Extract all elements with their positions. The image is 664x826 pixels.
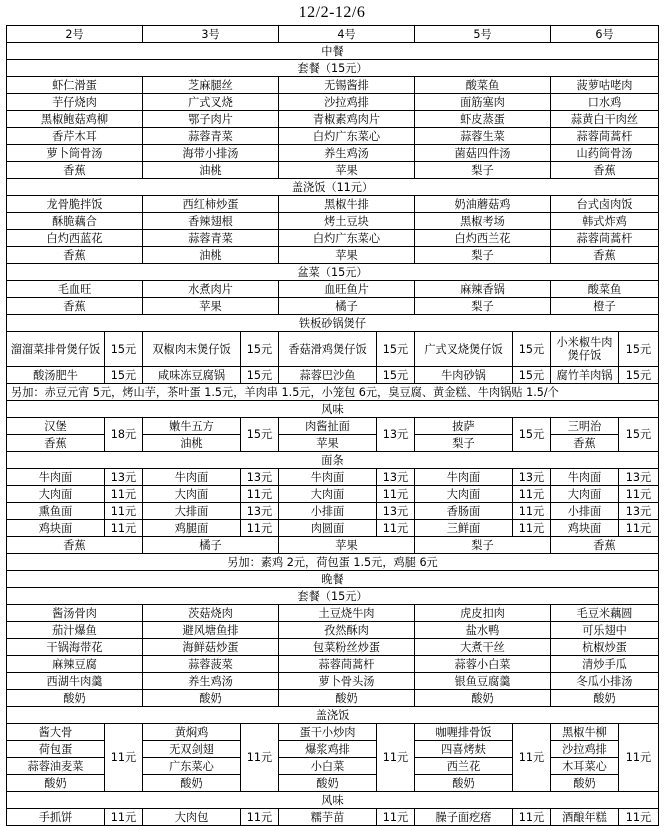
dish-cell: 蒜蓉生菜: [415, 128, 551, 145]
dish-cell: 蒜蓉青菜: [143, 230, 279, 247]
dish-cell: 苹果: [279, 247, 415, 264]
dish-cell: 烤土豆块: [279, 213, 415, 230]
table-row: [7, 332, 659, 367]
price-cell: 11元: [377, 520, 415, 537]
dish-cell: 小白菜: [279, 758, 377, 775]
price-cell: 15元: [619, 367, 659, 384]
price-cell: 11元: [105, 724, 143, 792]
dish-cell: 爆浆鸡排: [279, 741, 377, 758]
dish-cell: 奶油蘑菇鸡: [415, 196, 551, 213]
fruit-cell: 香蕉: [7, 435, 105, 452]
table-row: [7, 77, 659, 94]
dish-cell: 油桃: [143, 162, 279, 179]
dish-cell: 酸奶: [551, 775, 619, 792]
dish-cell: 梨子: [415, 298, 551, 315]
table-row: [7, 196, 659, 213]
dish-cell: 广式叉烧煲仔饭: [415, 332, 513, 367]
dish-cell: 酸奶: [143, 690, 279, 707]
price-cell: 11元: [241, 520, 279, 537]
dish-cell: 酸奶: [415, 775, 513, 792]
dish-cell: 苹果: [143, 298, 279, 315]
subsection-flavor: 风味: [7, 401, 659, 418]
table-row: [7, 452, 659, 469]
table-row: [7, 162, 659, 179]
dish-cell: 香蕉: [7, 247, 143, 264]
dish-cell: 黑椒牛柳: [551, 724, 619, 741]
table-row: [7, 469, 659, 486]
price-cell: 13元: [619, 503, 659, 520]
dish-cell: 四喜烤麸: [415, 741, 513, 758]
day-header: 5号: [415, 26, 551, 43]
dish-cell: 香蕉: [551, 162, 659, 179]
dish-cell: 干锅海带花: [7, 639, 143, 656]
dish-cell: 青椒素鸡肉片: [279, 111, 415, 128]
price-cell: 11元: [241, 809, 279, 826]
day-header: 4号: [279, 26, 415, 43]
dish-cell: 黄焖鸡: [143, 724, 241, 741]
dish-cell: 大肉面: [143, 486, 241, 503]
dish-cell: 大煮干丝: [415, 639, 551, 656]
dish-cell: 西红柿炒蛋: [143, 196, 279, 213]
table-row: [7, 486, 659, 503]
dish-cell: 橘子: [279, 298, 415, 315]
dish-cell: 双椒肉末煲仔饭: [143, 332, 241, 367]
price-cell: 13元: [377, 469, 415, 486]
dish-cell: 小排面: [551, 503, 619, 520]
table-row: [7, 384, 659, 401]
dish-cell: 大肉面: [7, 486, 105, 503]
dish-cell: 肉酱扯面: [279, 418, 377, 435]
dish-cell: 木耳菜心: [551, 758, 619, 775]
dish-cell: 鸡腿面: [143, 520, 241, 537]
dish-cell: 鄂子肉片: [143, 111, 279, 128]
dish-cell: 芋仔烧肉: [7, 94, 143, 111]
dish-cell: 香蕉: [7, 298, 143, 315]
dish-cell: 白灼西蓝花: [7, 230, 143, 247]
dish-cell: 香芹木耳: [7, 128, 143, 145]
table-row: [7, 741, 659, 758]
price-cell: 11元: [619, 486, 659, 503]
price-cell: 18元: [105, 418, 143, 452]
dish-cell: 大肉面: [415, 486, 513, 503]
dish-cell: 无双剑翅: [143, 741, 241, 758]
dish-cell: 萝卜骨头汤: [279, 673, 415, 690]
price-cell: 11元: [241, 486, 279, 503]
subsection-iron-pot: 铁板砂锅煲仔: [7, 315, 659, 332]
price-cell: 13元: [105, 469, 143, 486]
price-cell: 11元: [513, 486, 551, 503]
dish-cell: 蒜蓉小白菜: [415, 656, 551, 673]
dish-cell: 鸡块面: [551, 520, 619, 537]
dish-cell: 蒜蓉茼蒿杆: [551, 128, 659, 145]
dish-cell: 黑椒鲍菇鸡柳: [7, 111, 143, 128]
subsection-set-meal: 套餐（15元）: [7, 588, 659, 605]
table-row: [7, 792, 659, 809]
dish-cell: 香蕉: [551, 247, 659, 264]
dish-cell: 糯芋苗: [279, 809, 377, 826]
page-title: 12/2-12/6: [298, 4, 366, 21]
dish-cell: 广式叉烧: [143, 94, 279, 111]
dish-cell: 可乐翅中: [551, 622, 659, 639]
price-cell: 11元: [241, 724, 279, 792]
dish-cell: 牛肉面: [415, 469, 513, 486]
price-cell: 13元: [241, 469, 279, 486]
price-cell: 15元: [513, 332, 551, 367]
price-cell: 15元: [619, 418, 659, 452]
dish-cell: 大肉包: [143, 809, 241, 826]
dish-cell: 毛血旺: [7, 281, 143, 298]
dish-cell: 麻辣豆腐: [7, 656, 143, 673]
dish-cell: 油桃: [143, 247, 279, 264]
dish-cell: 毛豆米藕圆: [551, 605, 659, 622]
dish-cell: 虾皮蒸蛋: [415, 111, 551, 128]
dish-cell: 西兰花: [415, 758, 513, 775]
price-cell: 15元: [241, 418, 279, 452]
dish-cell: 荷包蛋: [7, 741, 105, 758]
price-cell: 15元: [105, 367, 143, 384]
dish-cell: 沙拉鸡排: [279, 94, 415, 111]
table-row: [7, 128, 659, 145]
dish-cell: 香肠面: [415, 503, 513, 520]
dish-cell: 酸奶: [279, 690, 415, 707]
price-cell: 15元: [619, 332, 659, 367]
table-row: [7, 264, 659, 281]
table-row: [7, 60, 659, 77]
dish-cell: 酸奶: [551, 690, 659, 707]
dish-cell: 牛肉面: [143, 469, 241, 486]
table-row: [7, 588, 659, 605]
fruit-cell: 橘子: [143, 537, 279, 554]
price-cell: 15元: [377, 332, 415, 367]
dish-cell: 汉堡: [7, 418, 105, 435]
dish-cell: 芝麻腿丝: [143, 77, 279, 94]
dish-cell: 溜溜菜排骨煲仔饭: [7, 332, 105, 367]
dish-cell: 小排面: [279, 503, 377, 520]
dish-cell: 蛋干小炒肉: [279, 724, 377, 741]
table-row: [7, 809, 659, 826]
price-cell: 11元: [513, 503, 551, 520]
dish-cell: 白灼西兰花: [415, 230, 551, 247]
dish-cell: 小米椒牛肉煲仔饭: [551, 332, 619, 367]
dish-cell: 蒜蓉青菜: [143, 128, 279, 145]
dish-cell: 龙骨脆拌饭: [7, 196, 143, 213]
dish-cell: 橙子: [551, 298, 659, 315]
section-dinner: 晚餐: [7, 571, 659, 588]
dish-cell: 养生鸡汤: [279, 145, 415, 162]
price-cell: 11元: [105, 503, 143, 520]
dish-cell: 白灼广东菜心: [279, 230, 415, 247]
table-row: [7, 213, 659, 230]
table-row: [7, 145, 659, 162]
price-cell: 13元: [513, 469, 551, 486]
dish-cell: 避风塘鱼排: [143, 622, 279, 639]
dish-cell: 大排面: [143, 503, 241, 520]
dish-cell: 水煮肉片: [143, 281, 279, 298]
dish-cell: 菠萝咕咾肉: [551, 77, 659, 94]
table-row: [7, 43, 659, 60]
price-cell: 11元: [619, 724, 659, 792]
fruit-cell: 梨子: [415, 537, 551, 554]
table-row: [7, 111, 659, 128]
table-row: [7, 758, 659, 775]
dish-cell: 鸡块面: [7, 520, 105, 537]
subsection-set-meal: 套餐（15元）: [7, 60, 659, 77]
dish-cell: 牛肉面: [7, 469, 105, 486]
dish-cell: 盐水鸭: [415, 622, 551, 639]
price-cell: 11元: [513, 520, 551, 537]
price-cell: 13元: [619, 469, 659, 486]
dish-cell: 酱大骨: [7, 724, 105, 741]
dish-cell: 大肉面: [279, 486, 377, 503]
dish-cell: 面筋塞肉: [415, 94, 551, 111]
dish-cell: 香辣翅根: [143, 213, 279, 230]
price-cell: 11元: [377, 809, 415, 826]
dish-cell: 台式卤肉饭: [551, 196, 659, 213]
fruit-cell: 香蕉: [551, 537, 659, 554]
table-row: [7, 298, 659, 315]
dish-cell: 虎皮扣肉: [415, 605, 551, 622]
dish-cell: 海鲜菇炒蛋: [143, 639, 279, 656]
fruit-cell: 苹果: [279, 435, 377, 452]
dish-cell: 蒜蓉油麦菜: [7, 758, 105, 775]
dish-cell: 沙拉鸡排: [551, 741, 619, 758]
dish-cell: 臊子面疙瘩: [415, 809, 513, 826]
table-row: [7, 554, 659, 571]
dish-cell: 三明治: [551, 418, 619, 435]
dish-cell: 蒜黄白干肉丝: [551, 111, 659, 128]
day-header: 6号: [551, 26, 659, 43]
dish-cell: 肉圆面: [279, 520, 377, 537]
dish-cell: 虾仁滑蛋: [7, 77, 143, 94]
dish-cell: 梨子: [415, 162, 551, 179]
dish-cell: 大肉面: [551, 486, 619, 503]
price-cell: 13元: [377, 418, 415, 452]
subsection-rice-bowl: 盖浇饭: [7, 707, 659, 724]
dish-cell: 黑椒牛排: [279, 196, 415, 213]
table-row: [7, 673, 659, 690]
dish-cell: 西湖牛肉羹: [7, 673, 143, 690]
price-cell: 11元: [619, 809, 659, 826]
dish-cell: 茨菇烧肉: [143, 605, 279, 622]
dish-cell: 三鲜面: [415, 520, 513, 537]
dish-cell: 酸奶: [143, 775, 241, 792]
price-cell: 15元: [377, 367, 415, 384]
dish-cell: 包菜粉丝炒蛋: [279, 639, 415, 656]
dish-cell: 酥脆藕合: [7, 213, 143, 230]
table-row: [7, 690, 659, 707]
dish-cell: 蒜蓉菠菜: [143, 656, 279, 673]
section-lunch: 中餐: [7, 43, 659, 60]
dish-cell: 山药筒骨汤: [551, 145, 659, 162]
price-cell: 15元: [513, 367, 551, 384]
fruit-cell: 香蕉: [551, 435, 619, 452]
dish-cell: 酸奶: [415, 690, 551, 707]
dish-cell: 麻辣香锅: [415, 281, 551, 298]
dish-cell: 酸汤肥牛: [7, 367, 105, 384]
table-row: [7, 775, 659, 792]
dish-cell: 香蕉: [7, 162, 143, 179]
dish-cell: 酸菜鱼: [551, 281, 659, 298]
price-cell: 15元: [105, 332, 143, 367]
price-cell: 11元: [513, 724, 551, 792]
table-row: [7, 179, 659, 196]
fruit-cell: 油桃: [143, 435, 241, 452]
subsection-flavor: 风味: [7, 792, 659, 809]
table-row: [7, 520, 659, 537]
table-row: [7, 605, 659, 622]
table-row: [7, 247, 659, 264]
dish-cell: 酒酿年糕: [551, 809, 619, 826]
table-row: [7, 656, 659, 673]
dish-cell: 韩式炸鸡: [551, 213, 659, 230]
table-row: [7, 26, 659, 43]
price-cell: 11元: [513, 809, 551, 826]
dish-cell: 冬瓜小排汤: [551, 673, 659, 690]
dish-cell: 口水鸡: [551, 94, 659, 111]
dish-cell: 咖喱排骨饭: [415, 724, 513, 741]
fruit-cell: 梨子: [415, 435, 513, 452]
dish-cell: 酸奶: [7, 690, 143, 707]
dish-cell: 茄汁爆鱼: [7, 622, 143, 639]
table-row: [7, 724, 659, 741]
table-row: [7, 401, 659, 418]
subsection-noodles: 面条: [7, 452, 659, 469]
table-row: [7, 315, 659, 332]
dish-cell: 海带小排汤: [143, 145, 279, 162]
dish-cell: 广东菜心: [143, 758, 241, 775]
dish-cell: 腐竹羊肉锅: [551, 367, 619, 384]
dish-cell: 手抓饼: [7, 809, 105, 826]
dish-cell: 嫩牛五方: [143, 418, 241, 435]
dish-cell: 血旺鱼片: [279, 281, 415, 298]
dish-cell: 蒜蓉茼蒿杆: [551, 230, 659, 247]
table-row: [7, 281, 659, 298]
table-row: [7, 639, 659, 656]
dish-cell: 咸味冻豆腐锅: [143, 367, 241, 384]
dish-cell: 土豆烧牛肉: [279, 605, 415, 622]
dish-cell: 蒜蓉巴沙鱼: [279, 367, 377, 384]
dish-cell: 酸奶: [279, 775, 377, 792]
price-cell: 13元: [241, 503, 279, 520]
fruit-cell: 苹果: [279, 537, 415, 554]
dish-cell: 牛肉面: [279, 469, 377, 486]
table-row: [7, 94, 659, 111]
price-cell: 15元: [241, 367, 279, 384]
table-row: [7, 537, 659, 554]
price-cell: 11元: [619, 520, 659, 537]
dish-cell: 菌菇四件汤: [415, 145, 551, 162]
dish-cell: 酸奶: [7, 775, 105, 792]
table-row: [7, 435, 659, 452]
table-row: [7, 367, 659, 384]
dish-cell: 蒜蓉茼蒿杆: [279, 656, 415, 673]
dish-cell: 银鱼豆腐羹: [415, 673, 551, 690]
dish-cell: 牛肉面: [551, 469, 619, 486]
dish-cell: 杭椒炒蛋: [551, 639, 659, 656]
dish-cell: 苹果: [279, 162, 415, 179]
dish-cell: 酸菜鱼: [415, 77, 551, 94]
price-cell: 15元: [513, 418, 551, 452]
dish-cell: 清炒手瓜: [551, 656, 659, 673]
menu-table: [6, 25, 658, 826]
dish-cell: 披萨: [415, 418, 513, 435]
table-row: [7, 707, 659, 724]
extra-note: 另加：赤豆元宵 5元，烤山芋，茶叶蛋 1.5元，羊肉串 1.5元，小笼包 6元，臭豆腐、黄金糕、牛肉锅贴 1.5/个: [7, 384, 659, 401]
table-row: [7, 503, 659, 520]
subsection-rice-bowl: 盖浇饭（11元）: [7, 179, 659, 196]
dish-cell: 梨子: [415, 247, 551, 264]
dish-cell: 孜然酥肉: [279, 622, 415, 639]
table-row: [7, 418, 659, 435]
price-cell: 11元: [377, 724, 415, 792]
price-cell: 11元: [105, 486, 143, 503]
fruit-cell: 香蕉: [7, 537, 143, 554]
dish-cell: 黑椒考场: [415, 213, 551, 230]
price-cell: 15元: [241, 332, 279, 367]
table-row: [7, 622, 659, 639]
subsection-pot-dish: 盆菜（15元）: [7, 264, 659, 281]
table-row: [7, 230, 659, 247]
dish-cell: 萝卜筒骨汤: [7, 145, 143, 162]
table-row: [7, 571, 659, 588]
dish-cell: 香菇滑鸡煲仔饭: [279, 332, 377, 367]
dish-cell: 酱汤骨肉: [7, 605, 143, 622]
price-cell: 11元: [377, 486, 415, 503]
day-header: 3号: [143, 26, 279, 43]
day-header: 2号: [7, 26, 143, 43]
dish-cell: 牛肉砂锅: [415, 367, 513, 384]
dish-cell: 白灼广东菜心: [279, 128, 415, 145]
price-cell: 11元: [105, 809, 143, 826]
price-cell: 11元: [105, 520, 143, 537]
dish-cell: 熏鱼面: [7, 503, 105, 520]
dish-cell: 无锡酱排: [279, 77, 415, 94]
noodle-note: 另加：素鸡 2元，荷包蛋 1.5元，鸡腿 6元: [7, 554, 659, 571]
dish-cell: 养生鸡汤: [143, 673, 279, 690]
price-cell: 13元: [377, 503, 415, 520]
